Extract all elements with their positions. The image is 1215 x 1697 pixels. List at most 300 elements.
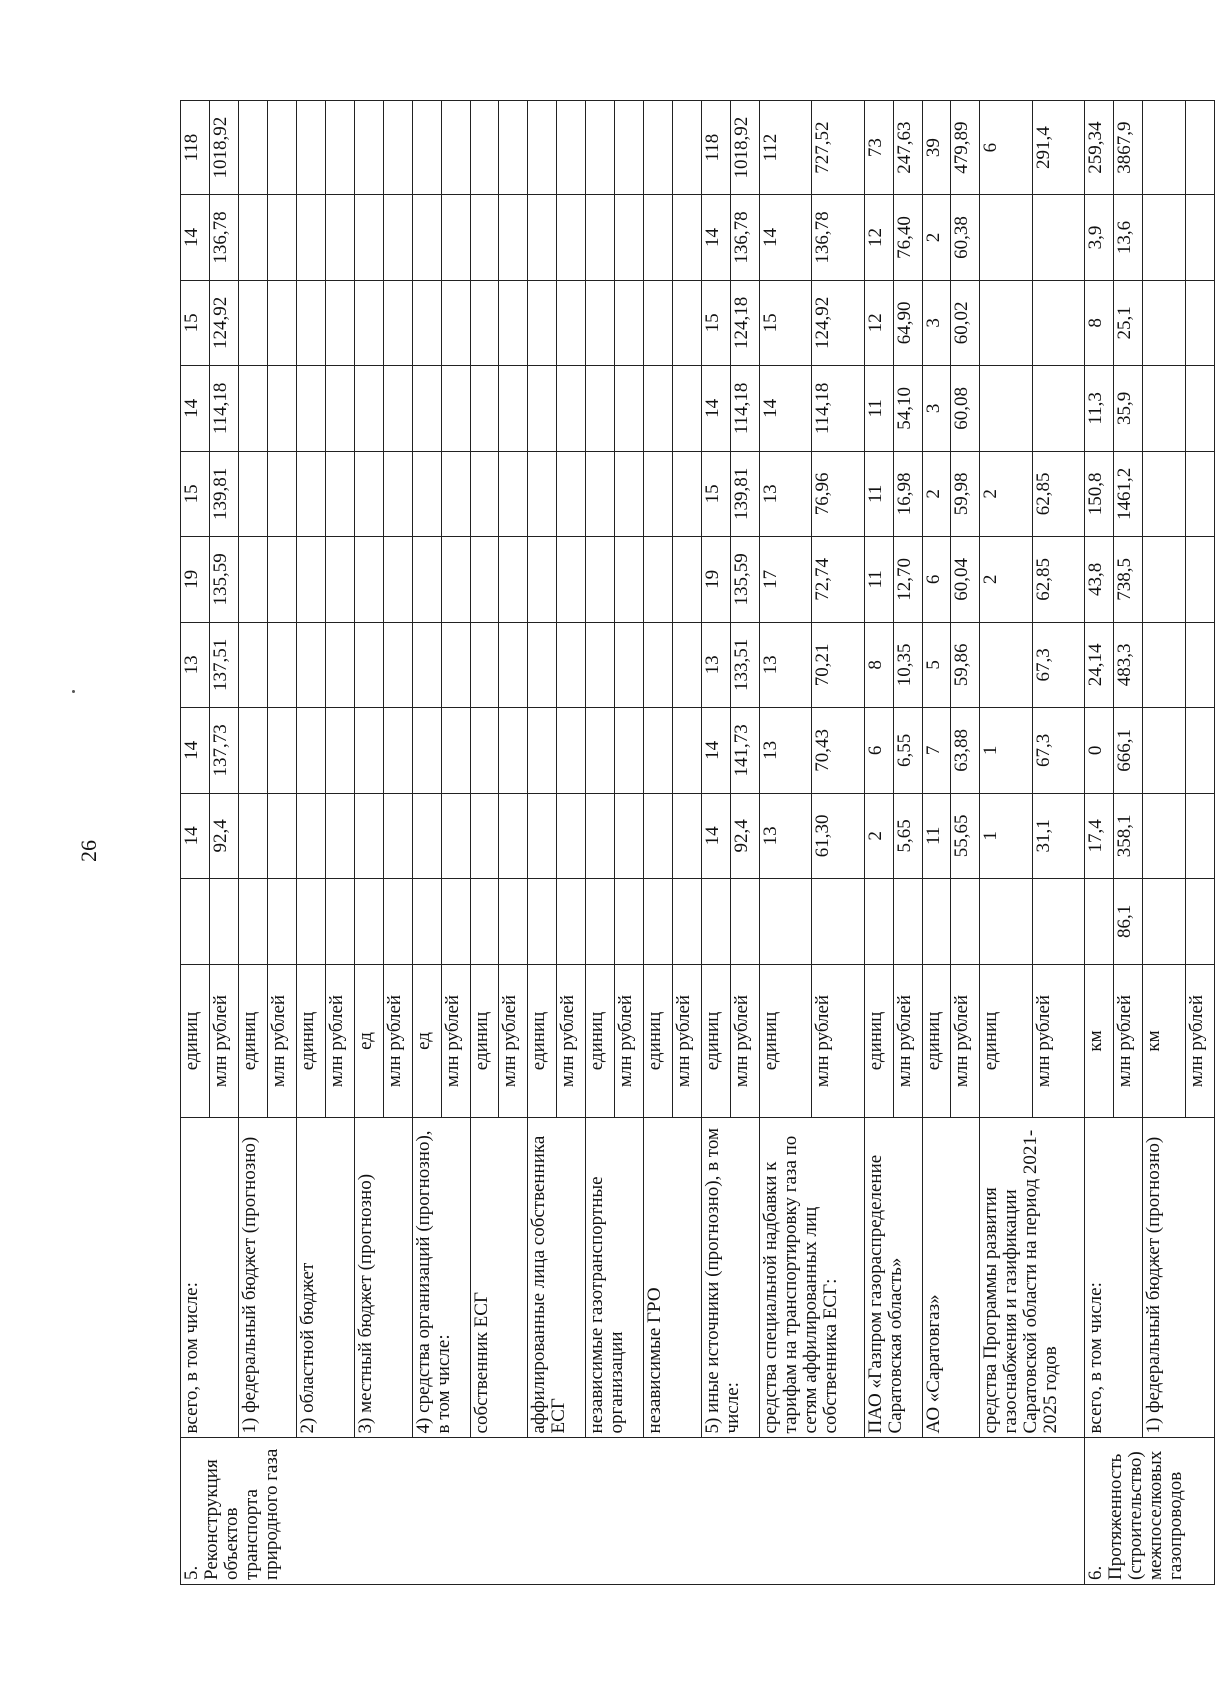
value-cell — [325, 879, 354, 964]
value-cell — [383, 451, 412, 536]
value-cell: 62,85 — [1032, 537, 1084, 622]
value-cell — [586, 280, 615, 365]
value-cell — [412, 366, 441, 451]
value-cell: 60,38 — [951, 195, 980, 280]
value-cell — [383, 366, 412, 451]
value-cell — [354, 366, 383, 451]
value-cell — [412, 537, 441, 622]
row-description: 1) федеральный бюджет (прогнозно) — [1142, 1118, 1214, 1438]
value-cell — [499, 366, 528, 451]
value-cell: 14 — [181, 708, 210, 793]
value-cell — [1142, 537, 1185, 622]
value-cell — [267, 451, 296, 536]
value-cell: 291,4 — [1032, 101, 1084, 195]
unit-cell: единиц — [181, 964, 210, 1118]
value-cell — [383, 793, 412, 878]
value-cell — [412, 280, 441, 365]
value-cell — [383, 622, 412, 707]
value-cell — [557, 793, 586, 878]
value-cell — [1185, 451, 1214, 536]
row-description: средства специальной надбавки к тарифам на транспортировку газа по сетям аффилированных лиц собственника ЕСГ: — [760, 1118, 865, 1438]
value-cell — [412, 879, 441, 964]
value-cell — [238, 195, 267, 280]
value-cell — [238, 622, 267, 707]
value-cell — [441, 366, 470, 451]
value-cell: 15 — [702, 280, 731, 365]
value-cell: 19 — [702, 537, 731, 622]
value-cell — [644, 793, 673, 878]
value-cell — [267, 101, 296, 195]
value-cell — [760, 879, 812, 964]
unit-cell: единиц — [922, 964, 951, 1118]
value-cell — [441, 451, 470, 536]
row-description: 2) областной бюджет — [296, 1118, 354, 1438]
section-title: Реконструкция объектов транспорта природного газа — [201, 1448, 282, 1580]
value-cell — [296, 451, 325, 536]
value-cell — [528, 366, 557, 451]
row-description: АО «Саратовгаз» — [922, 1118, 980, 1438]
value-cell: 62,85 — [1032, 451, 1084, 536]
value-cell: 13 — [760, 451, 812, 536]
value-cell — [267, 622, 296, 707]
value-cell: 14 — [702, 708, 731, 793]
unit-cell: млн рублей — [1032, 964, 1084, 1118]
value-cell — [412, 708, 441, 793]
value-cell — [557, 366, 586, 451]
value-cell — [615, 101, 644, 195]
value-cell: 60,08 — [951, 366, 980, 451]
table-row — [644, 101, 673, 1585]
value-cell — [980, 280, 1032, 365]
value-cell — [1032, 195, 1084, 280]
value-cell — [238, 537, 267, 622]
section-number: 6. Протяженность (строительство) межпоселковых газопроводов — [1084, 1438, 1214, 1585]
value-cell — [557, 879, 586, 964]
value-cell: 483,3 — [1113, 622, 1142, 707]
value-cell: 17,4 — [1084, 793, 1113, 878]
row-description: собственник ЕСГ — [470, 1118, 528, 1438]
value-cell — [644, 101, 673, 195]
unit-cell: единиц — [470, 964, 499, 1118]
row-description: 5) иные источники (прогнозно), в том числе: — [702, 1118, 760, 1438]
value-cell — [702, 879, 731, 964]
value-cell — [586, 622, 615, 707]
value-cell: 60,02 — [951, 280, 980, 365]
value-cell — [470, 708, 499, 793]
value-cell: 92,4 — [209, 793, 238, 878]
value-cell — [296, 195, 325, 280]
value-cell — [557, 280, 586, 365]
value-cell — [470, 451, 499, 536]
value-cell: 141,73 — [731, 708, 760, 793]
row-description: независимые ГРО — [644, 1118, 702, 1438]
value-cell — [1142, 195, 1185, 280]
value-cell: 92,4 — [731, 793, 760, 878]
value-cell — [325, 537, 354, 622]
value-cell — [267, 537, 296, 622]
value-cell — [557, 708, 586, 793]
value-cell: 13 — [760, 708, 812, 793]
value-cell: 61,30 — [812, 793, 864, 878]
value-cell — [238, 451, 267, 536]
row-description: средства Программы развития газоснабжения и газификации Саратовской области на период 2021-2025 годов — [980, 1118, 1085, 1438]
value-cell — [209, 879, 238, 964]
value-cell — [238, 101, 267, 195]
value-cell — [412, 195, 441, 280]
unit-cell: млн рублей — [325, 964, 354, 1118]
value-cell — [673, 101, 702, 195]
unit-cell: млн рублей — [209, 964, 238, 1118]
value-cell: 8 — [864, 622, 893, 707]
value-cell — [499, 101, 528, 195]
value-cell: 59,86 — [951, 622, 980, 707]
value-cell — [528, 708, 557, 793]
value-cell — [1142, 451, 1185, 536]
value-cell — [441, 101, 470, 195]
value-cell: 13 — [702, 622, 731, 707]
value-cell — [586, 793, 615, 878]
value-cell: 13 — [760, 622, 812, 707]
value-cell: 2 — [980, 537, 1032, 622]
value-cell — [383, 708, 412, 793]
section-title: Протяженность (строительство) межпоселковых газопроводов — [1104, 1450, 1186, 1580]
value-cell — [644, 195, 673, 280]
value-cell: 14 — [181, 366, 210, 451]
unit-cell: млн рублей — [557, 964, 586, 1118]
value-cell — [528, 451, 557, 536]
value-cell — [557, 195, 586, 280]
value-cell — [922, 879, 951, 964]
value-cell — [586, 195, 615, 280]
value-cell — [296, 366, 325, 451]
value-cell: 114,18 — [812, 366, 864, 451]
value-cell — [951, 879, 980, 964]
value-cell: 70,21 — [812, 622, 864, 707]
value-cell: 112 — [760, 101, 812, 195]
unit-cell: единиц — [702, 964, 731, 1118]
value-cell — [528, 101, 557, 195]
value-cell — [470, 280, 499, 365]
value-cell: 3867,9 — [1113, 101, 1142, 195]
value-cell: 137,51 — [209, 622, 238, 707]
value-cell: 63,88 — [951, 708, 980, 793]
unit-cell: млн рублей — [615, 964, 644, 1118]
unit-cell: млн рублей — [441, 964, 470, 1118]
value-cell — [615, 280, 644, 365]
value-cell: 1018,92 — [209, 101, 238, 195]
value-cell — [615, 793, 644, 878]
value-cell: 14 — [181, 793, 210, 878]
value-cell — [470, 622, 499, 707]
value-cell — [383, 280, 412, 365]
value-cell — [673, 451, 702, 536]
value-cell — [181, 879, 210, 964]
table-row — [586, 101, 615, 1585]
value-cell — [354, 879, 383, 964]
value-cell — [238, 793, 267, 878]
value-cell — [673, 793, 702, 878]
value-cell: 479,89 — [951, 101, 980, 195]
value-cell: 118 — [181, 101, 210, 195]
value-cell: 60,04 — [951, 537, 980, 622]
table-row — [1084, 101, 1113, 1585]
value-cell: 118 — [702, 101, 731, 195]
value-cell — [238, 280, 267, 365]
unit-cell: млн рублей — [731, 964, 760, 1118]
table-row — [760, 101, 812, 1585]
value-cell: 12 — [864, 280, 893, 365]
row-description: ПАО «Газпром газораспределение Саратовская область» — [864, 1118, 922, 1438]
page-number: 26 — [76, 840, 101, 862]
value-cell: 76,40 — [893, 195, 922, 280]
value-cell — [673, 366, 702, 451]
value-cell: 114,18 — [209, 366, 238, 451]
value-cell: 358,1 — [1113, 793, 1142, 878]
value-cell: 64,90 — [893, 280, 922, 365]
value-cell — [470, 793, 499, 878]
value-cell — [673, 879, 702, 964]
table-row — [296, 101, 325, 1585]
value-cell — [325, 451, 354, 536]
value-cell — [812, 879, 864, 964]
value-cell — [557, 537, 586, 622]
value-cell: 72,74 — [812, 537, 864, 622]
unit-cell: млн рублей — [812, 964, 864, 1118]
value-cell — [528, 280, 557, 365]
value-cell — [644, 879, 673, 964]
unit-cell: единиц — [980, 964, 1032, 1118]
value-cell — [383, 195, 412, 280]
table-row — [354, 101, 383, 1585]
value-cell: 15 — [181, 280, 210, 365]
value-cell — [354, 708, 383, 793]
value-cell: 14 — [760, 195, 812, 280]
value-cell: 150,8 — [1084, 451, 1113, 536]
value-cell: 8 — [1084, 280, 1113, 365]
value-cell — [644, 280, 673, 365]
row-description: всего, в том числе: — [181, 1118, 239, 1438]
value-cell: 6 — [922, 537, 951, 622]
value-cell — [325, 708, 354, 793]
value-cell: 15 — [702, 451, 731, 536]
value-cell: 25,1 — [1113, 280, 1142, 365]
unit-cell: единиц — [644, 964, 673, 1118]
value-cell — [528, 879, 557, 964]
value-cell: 6 — [980, 101, 1032, 195]
value-cell: 14 — [702, 195, 731, 280]
value-cell — [238, 366, 267, 451]
value-cell — [441, 793, 470, 878]
value-cell — [673, 195, 702, 280]
rotated-table-wrapper — [180, 100, 1215, 1585]
value-cell: 0 — [1084, 708, 1113, 793]
value-cell: 43,8 — [1084, 537, 1113, 622]
value-cell — [296, 280, 325, 365]
value-cell — [1032, 366, 1084, 451]
value-cell — [470, 101, 499, 195]
value-cell: 13 — [760, 793, 812, 878]
value-cell: 139,81 — [209, 451, 238, 536]
value-cell — [325, 280, 354, 365]
row-description: 4) средства организаций (прогнозно), в том числе: — [412, 1118, 470, 1438]
value-cell — [1185, 793, 1214, 878]
value-cell: 1 — [980, 708, 1032, 793]
value-cell — [1142, 622, 1185, 707]
value-cell: 2 — [980, 451, 1032, 536]
value-cell: 136,78 — [731, 195, 760, 280]
value-cell: 76,96 — [812, 451, 864, 536]
value-cell: 666,1 — [1113, 708, 1142, 793]
value-cell — [673, 537, 702, 622]
unit-cell: млн рублей — [1113, 964, 1142, 1118]
value-cell: 31,1 — [1032, 793, 1084, 878]
value-cell — [615, 879, 644, 964]
value-cell — [1142, 101, 1185, 195]
value-cell — [557, 451, 586, 536]
unit-cell: единиц — [864, 964, 893, 1118]
value-cell — [267, 280, 296, 365]
value-cell — [325, 622, 354, 707]
value-cell — [296, 622, 325, 707]
value-cell: 137,73 — [209, 708, 238, 793]
value-cell: 124,92 — [209, 280, 238, 365]
value-cell: 135,59 — [731, 537, 760, 622]
value-cell — [267, 195, 296, 280]
value-cell: 727,52 — [812, 101, 864, 195]
value-cell: 12,70 — [893, 537, 922, 622]
row-description: всего, в том числе: — [1084, 1118, 1142, 1438]
value-cell — [1142, 280, 1185, 365]
value-cell — [528, 537, 557, 622]
value-cell: 5,65 — [893, 793, 922, 878]
value-cell: 14 — [181, 195, 210, 280]
value-cell — [325, 793, 354, 878]
value-cell: 3 — [922, 280, 951, 365]
value-cell: 13,6 — [1113, 195, 1142, 280]
value-cell — [354, 622, 383, 707]
value-cell: 54,10 — [893, 366, 922, 451]
value-cell — [412, 622, 441, 707]
value-cell — [615, 195, 644, 280]
value-cell — [586, 101, 615, 195]
value-cell: 124,92 — [812, 280, 864, 365]
value-cell: 70,43 — [812, 708, 864, 793]
value-cell — [267, 708, 296, 793]
value-cell — [238, 879, 267, 964]
value-cell — [325, 195, 354, 280]
value-cell — [296, 879, 325, 964]
value-cell: 11 — [864, 366, 893, 451]
value-cell — [644, 537, 673, 622]
value-cell: 11 — [864, 451, 893, 536]
value-cell — [980, 879, 1032, 964]
unit-cell: млн рублей — [267, 964, 296, 1118]
section-number: 5. Реконструкция объектов транспорта природного газа — [181, 1438, 1085, 1585]
value-cell — [499, 793, 528, 878]
value-cell — [673, 708, 702, 793]
value-cell — [383, 537, 412, 622]
value-cell — [1185, 366, 1214, 451]
unit-cell: ед — [354, 964, 383, 1118]
value-cell: 17 — [760, 537, 812, 622]
value-cell: 35,9 — [1113, 366, 1142, 451]
value-cell — [586, 879, 615, 964]
value-cell: 14 — [760, 366, 812, 451]
value-cell: 738,5 — [1113, 537, 1142, 622]
value-cell — [354, 195, 383, 280]
value-cell — [615, 708, 644, 793]
value-cell — [1084, 879, 1113, 964]
scan-dot — [72, 690, 75, 693]
unit-cell: ед — [412, 964, 441, 1118]
value-cell — [1142, 366, 1185, 451]
value-cell — [383, 101, 412, 195]
value-cell: 135,59 — [209, 537, 238, 622]
value-cell — [644, 366, 673, 451]
value-cell: 7 — [922, 708, 951, 793]
value-cell — [557, 622, 586, 707]
value-cell — [412, 451, 441, 536]
table-row — [702, 101, 731, 1585]
unit-cell: млн рублей — [893, 964, 922, 1118]
table-row — [980, 101, 1032, 1585]
table-row — [412, 101, 441, 1585]
table-row — [528, 101, 557, 1585]
value-cell — [1142, 793, 1185, 878]
value-cell — [528, 195, 557, 280]
value-cell: 5 — [922, 622, 951, 707]
value-cell — [644, 451, 673, 536]
value-cell: 2 — [864, 793, 893, 878]
value-cell — [354, 451, 383, 536]
value-cell — [893, 879, 922, 964]
value-cell — [1142, 879, 1185, 964]
value-cell — [1185, 101, 1214, 195]
value-cell: 139,81 — [731, 451, 760, 536]
value-cell: 12 — [864, 195, 893, 280]
value-cell — [354, 280, 383, 365]
table-row — [181, 101, 210, 1585]
table-row — [238, 101, 267, 1585]
value-cell — [615, 451, 644, 536]
value-cell: 2 — [922, 195, 951, 280]
financing-table — [180, 100, 1215, 1585]
value-cell — [528, 793, 557, 878]
value-cell — [1185, 537, 1214, 622]
value-cell: 11 — [922, 793, 951, 878]
value-cell — [354, 537, 383, 622]
value-cell — [325, 101, 354, 195]
table-row — [922, 101, 951, 1585]
value-cell — [354, 101, 383, 195]
value-cell: 39 — [922, 101, 951, 195]
unit-cell: единиц — [296, 964, 325, 1118]
unit-cell: млн рублей — [951, 964, 980, 1118]
value-cell: 19 — [181, 537, 210, 622]
value-cell: 67,3 — [1032, 622, 1084, 707]
value-cell — [615, 537, 644, 622]
value-cell: 124,18 — [731, 280, 760, 365]
unit-cell: единиц — [528, 964, 557, 1118]
value-cell: 6,55 — [893, 708, 922, 793]
value-cell — [673, 280, 702, 365]
value-cell — [383, 879, 412, 964]
value-cell: 6 — [864, 708, 893, 793]
value-cell — [864, 879, 893, 964]
value-cell: 11,3 — [1084, 366, 1113, 451]
value-cell — [557, 101, 586, 195]
value-cell — [354, 793, 383, 878]
